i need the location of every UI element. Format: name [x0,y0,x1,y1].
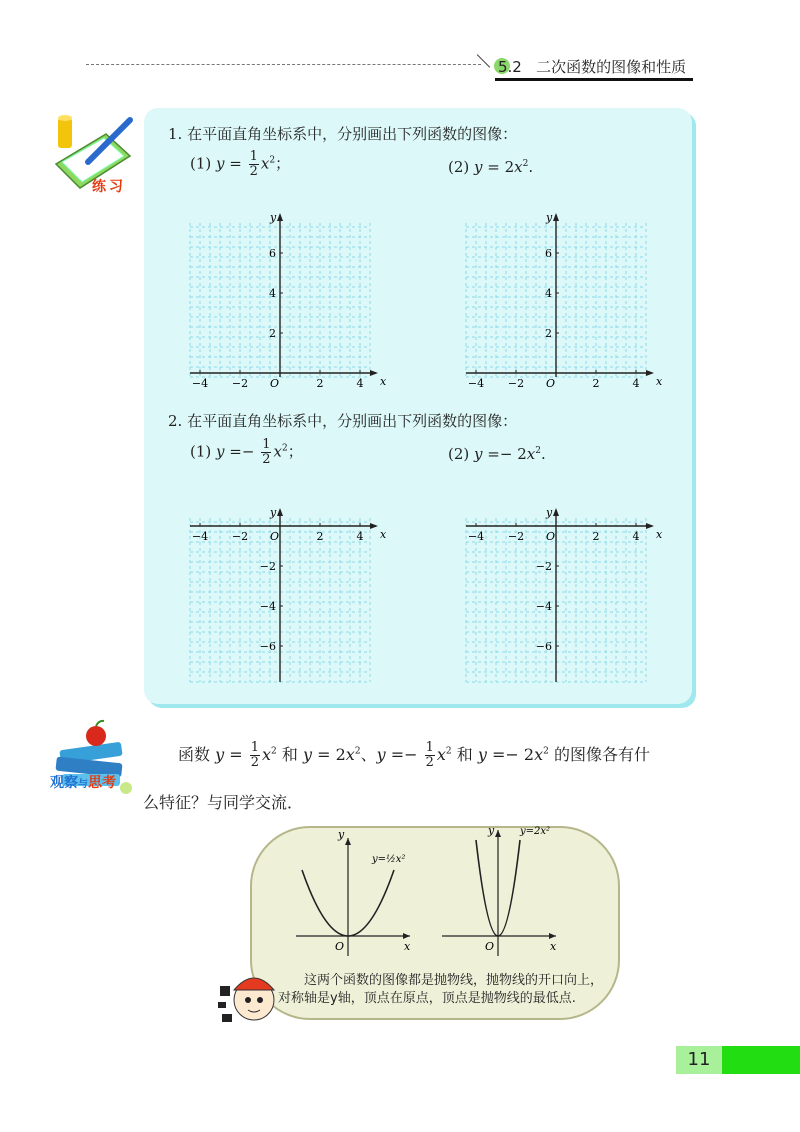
think-sep: 、 [360,745,377,764]
grid-q2-1-y-tick-label: −6 [259,640,276,653]
grid-q2-2-x-tick-label: −2 [507,530,525,543]
graph2-x-label: x [550,940,557,953]
grid-q1-1-x-tick-label: −2 [231,377,249,390]
grid-q2-2-y-arrow [553,508,559,516]
grid-q2-1-y-label: y [270,506,277,519]
grid-q2-1-origin-label: O [270,530,280,543]
grid-q2-2-x-tick-label: −4 [467,530,485,543]
graph1-function-label: y=½x² [372,854,406,865]
q2-part2: (2) $y =- 2x^2$. [448,445,546,463]
grid-q1-2-x-tick-label: 4 [632,377,640,390]
think-label-observe: 观察 [50,775,78,791]
grid-q2-1-x-label: x [380,528,387,541]
grid-q2-2-y-label: y [546,506,553,519]
think-label-think: 思考 [88,775,116,791]
grid-q1-2-y-tick-label: 2 [545,327,552,340]
grid-q2-2-y-tick-label: −2 [535,560,552,573]
q2-part1: (1) y =− $\frac{1}{2}$ $x^2$； [190,437,303,467]
think-question-line2: 么特征？与同学交流． [143,793,304,812]
grid-q1-1-y-label: y [270,211,277,224]
grid-q1-2-x-label: x [656,375,663,388]
q1-part1-label: (1) [190,154,212,173]
grid-q2-2-x-tick-label: 2 [592,530,600,543]
think-and2: 和 [456,745,473,764]
q1-part1-tail: ； [275,154,291,173]
q1-text: 在平面直角坐标系中，分别画出下列函数的图像： [187,125,518,143]
q2-part2-label: (2) [448,445,470,463]
graph1-y-arrow [345,838,351,845]
grid-q2-2-y-tick-label: −4 [535,600,552,613]
q2-part1-tail: ； [287,442,303,461]
graph1-x-arrow [403,933,410,939]
grid-q2-1-y-arrow [277,508,283,516]
grid-q2-1-y-tick-label: −2 [259,560,276,573]
grid-q1-1-y-tick-label: 6 [269,247,276,260]
grid-q1-1-y-tick-label: 2 [269,327,276,340]
speech-bubble-text [268,972,603,1008]
graph1-y-label: y [338,828,345,841]
grid-q1-2-y-tick-label: 4 [545,287,552,300]
grid-q1-2-y-tick-label: 6 [545,247,552,260]
grid-q1-2-x-tick-label: 2 [592,377,600,390]
q2-text: 在平面直角坐标系中，分别画出下列函数的图像： [187,412,518,430]
q1-number: 1. [168,125,183,143]
q2-part1-label: (1) [190,442,212,461]
graph2-y-arrow [495,830,501,837]
grid-q2-2-x-label: x [656,528,663,541]
grid-q2-1-x-tick-label: −4 [191,530,209,543]
q1-part2-label: (2) [448,158,470,176]
think-and1: 和 [281,745,298,764]
grid-q2-1-x-tick-label: −2 [231,530,249,543]
grid-q1-2-x-tick-label: −4 [467,377,485,390]
think-label [50,772,116,792]
q1-part1: (1) y = $\frac{1}{2}$ $x^2$； [190,149,291,179]
think-question-line1: 函数 y = $\frac{1}{2}$ $x^2$ 和 $y = 2x^2$、y =− $\frac{1}{2}$ $x^2$ 和 $y =- 2x^2$ 的图像各有什 [178,740,650,770]
grid-q1-2-x-arrow [646,370,654,376]
grid-q2-1-x-arrow [370,523,378,529]
speech-line-1: 这两个函数的图像都是抛物线，抛物线的开口向上， [304,973,604,988]
grid-q1-2-y-arrow [553,213,559,221]
grid-q2-1-y-tick-label: −4 [259,600,276,613]
section-title: 二次函数的图像和性质 [536,58,687,76]
grid-q1-1-y-tick-label: 4 [269,287,276,300]
speech-line-2: 对称轴是y轴，顶点在原点，顶点是抛物线的最低点. [278,991,576,1006]
grid-q1-2-origin-label: O [546,377,556,390]
graph2-x-arrow [549,933,556,939]
grid-q1-1-origin-label: O [270,377,280,390]
grid-q2-2-x-tick-label: 4 [632,530,640,543]
grid-q1-2-y-label: y [546,211,553,224]
q1-part2-tail: . [528,158,534,176]
q2-part2-tail: . [540,445,546,463]
q2-number: 2. [168,412,183,430]
parabola-graphs [280,826,580,966]
grid-q1-2-x-tick-label: −2 [507,377,525,390]
q1-part2: (2) $y = 2x^2$. [448,158,534,176]
graph1-x-label: x [404,940,411,953]
grid-q1-1-y-arrow [277,213,283,221]
think-label-with: 与 [78,779,88,790]
grid-q2-1-x-tick-label: 2 [316,530,324,543]
grid-q1-1-x-tick-label: 4 [356,377,364,390]
graph2-origin: O [485,940,495,953]
graph2-function-label: y=2x² [520,826,551,837]
grid-q2-2-x-arrow [646,523,654,529]
graph2-y-label: y [488,826,495,837]
grid-q1-1-x-tick-label: −4 [191,377,209,390]
grid-q2-2-origin-label: O [546,530,556,543]
page-number: 11 [687,1049,711,1070]
think-tail: 的图像各有什 [553,745,650,764]
section-number: 5.2 [498,58,522,76]
think-intro: 函数 [178,745,211,764]
grid-q2-2-y-tick-label: −6 [535,640,552,653]
grid-q1-1-x-arrow [370,370,378,376]
graph1-origin: O [335,940,345,953]
grid-q1-1-x-tick-label: 2 [316,377,324,390]
grid-q2-1-x-tick-label: 4 [356,530,364,543]
practice-label: 练习 [92,179,126,195]
grid-q1-1-x-label: x [380,375,387,388]
